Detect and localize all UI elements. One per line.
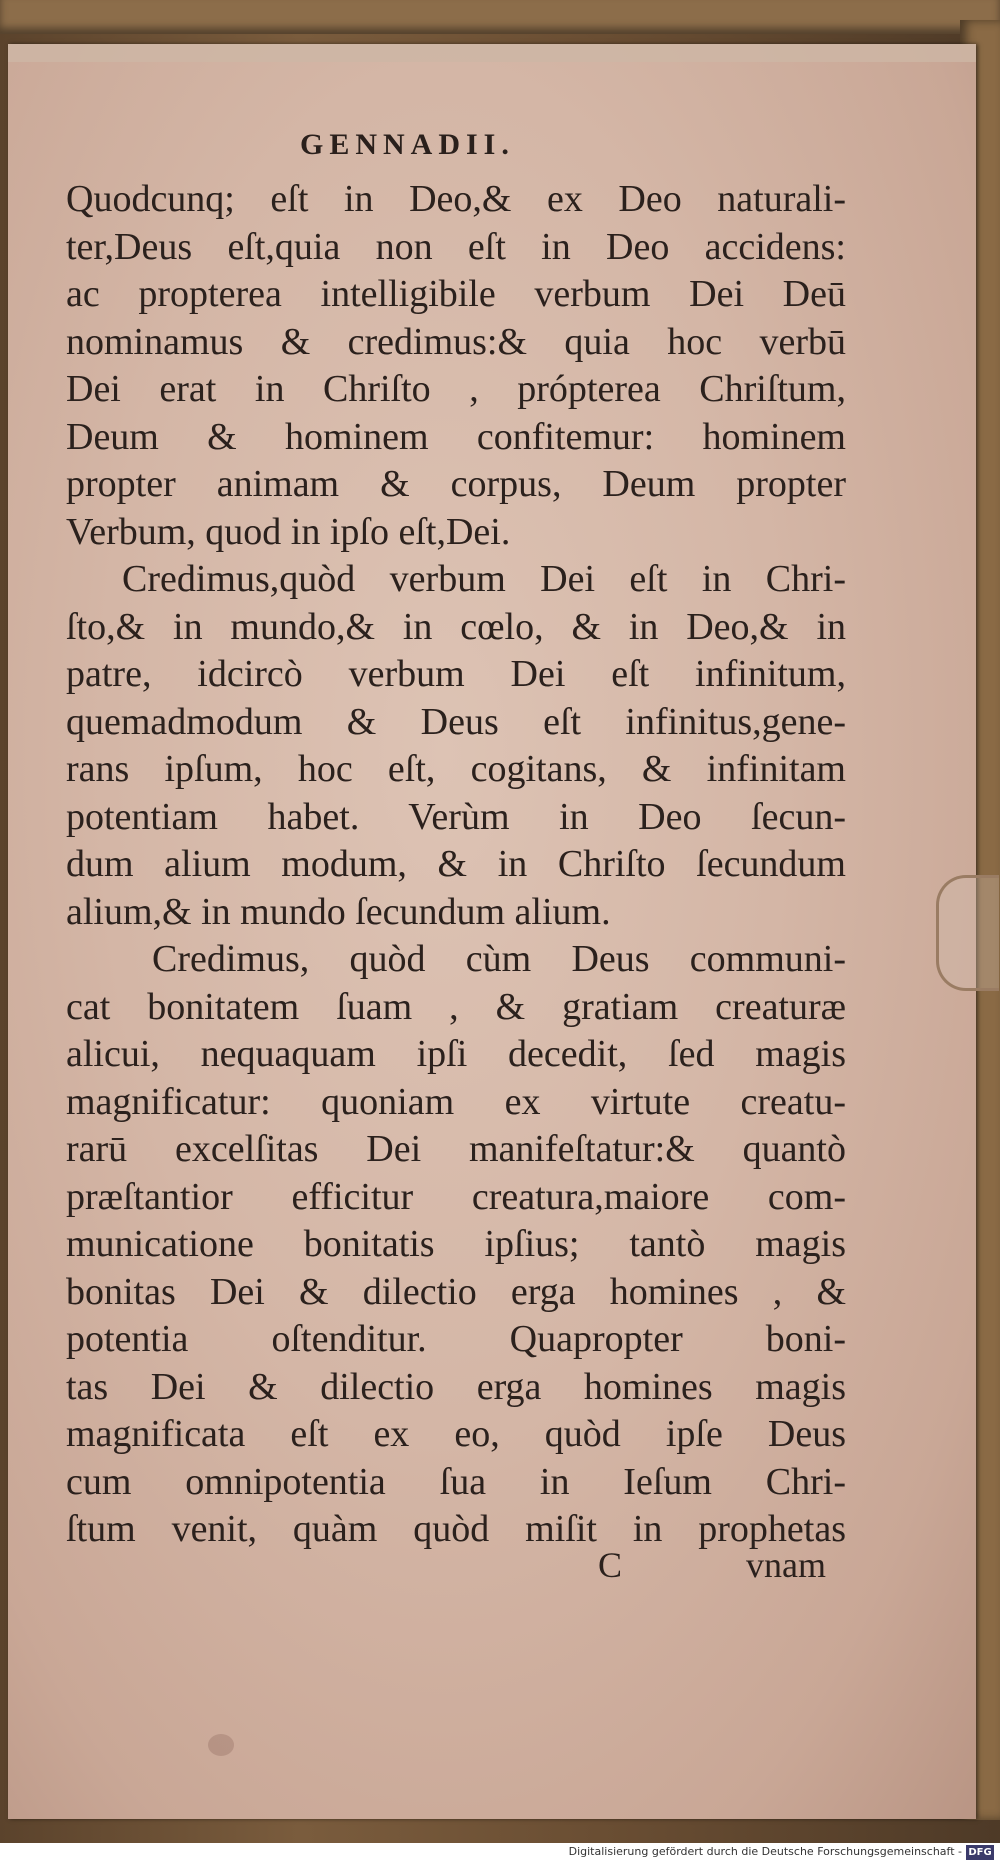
text-line: Credimus,quòd verbum Dei eſt in Chri-: [122, 558, 846, 600]
text-line: Verbum, quod in ipſo eſt,Dei.: [66, 510, 511, 553]
text-line: potentia oſtenditur. Quapropter boni-: [66, 1318, 846, 1360]
text-line: rans ipſum, hoc eſt, cogitans, & infinitam: [66, 748, 846, 790]
text-line: potentiam habet. Verùm in Deo ſecun-: [66, 795, 846, 838]
dfg-logo: DFG: [966, 1845, 994, 1860]
catchword: vnam: [746, 1545, 826, 1585]
text-line: tas Dei & dilectio erga homines magis: [66, 1365, 846, 1408]
text-line: Dei erat in Chriſto , própterea Chriſtum,: [66, 368, 846, 410]
body-text: [66, 176, 846, 1554]
running-head: GENNADII.: [300, 128, 515, 161]
text-line: rarū excelſitas Dei manifeſtatur:& quantò: [66, 1128, 846, 1170]
text-line: alicui, nequaquam ipſi decedit, ſed magis: [66, 1033, 846, 1075]
text-line: Credimus, quòd cùm Deus communi-: [152, 938, 846, 980]
footer-bar: [0, 1843, 1000, 1863]
text-line: præſtantior efficitur creatura,maiore com-: [66, 1175, 846, 1218]
text-line: bonitas Dei & dilectio erga homines , &: [66, 1270, 846, 1313]
text-line: alium,& in mundo ſecundum alium.: [66, 890, 611, 933]
text-line: quemadmodum & Deus eſt infinitus,gene-: [66, 700, 846, 743]
text-line: ſtum venit, quàm quòd miſit in prophetas: [66, 1508, 846, 1550]
text-line: propter animam & corpus, Deum propter: [66, 463, 846, 505]
page-top-strip: [8, 44, 976, 62]
text-line: nominamus & credimus:& quia hoc verbū: [66, 320, 846, 363]
paper-stain: [208, 1734, 234, 1756]
signature-mark: C: [598, 1545, 623, 1585]
text-line: ſto,& in mundo,& in cœlo, & in Deo,& in: [66, 605, 846, 648]
text-line: cum omnipotentia ſua in Ieſum Chri-: [66, 1460, 846, 1503]
text-line: ac propterea intelligibile verbum Dei Deū: [66, 273, 846, 315]
text-line: Deum & hominem confitemur: hominem: [66, 415, 846, 458]
text-line: magnificatur: quoniam ex virtute creatu-: [66, 1080, 846, 1123]
book-cover-top-edge: [0, 0, 1000, 34]
text-line: patre, idcircò verbum Dei eſt infinitum,: [66, 653, 846, 695]
text-line: Quodcunq; eſt in Deo,& ex Deo naturali-: [66, 178, 846, 220]
funding-credit: Digitalisierung gefördert durch die Deutsche Forschungsgemeinschaft -: [568, 1845, 962, 1858]
text-line: magnificata eſt ex eo, quòd ipſe Deus: [66, 1413, 846, 1455]
text-line: cat bonitatem ſuam , & gratiam creaturæ: [66, 985, 846, 1028]
text-line: municatione bonitatis ipſius; tantò magis: [66, 1223, 846, 1265]
text-line: dum alium modum, & in Chriſto ſecundum: [66, 843, 846, 885]
text-line: ter,Deus eſt,quia non eſt in Deo accidens:: [66, 225, 846, 268]
book-clasp: [936, 875, 999, 991]
